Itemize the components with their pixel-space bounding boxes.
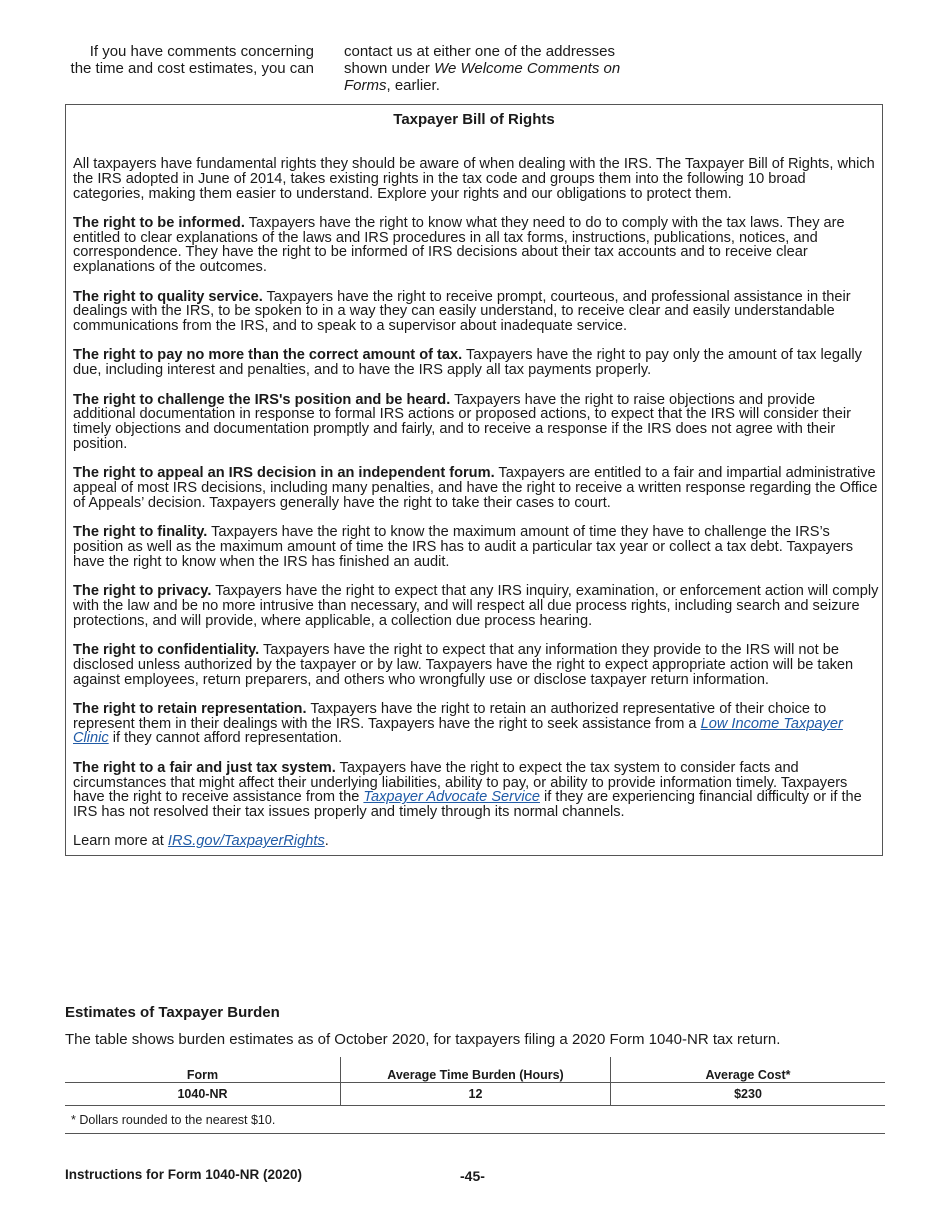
footer-form-title: Instructions for Form 1040-NR (2020) xyxy=(65,1167,303,1182)
right-text: Taxpayers are entitled to a fair and impartial administrative appeal of most IRS decisions, including many penalties, and have the right to receive a written response regarding the Office of Appeals’ decision. Taxpayers generally have the right to take their cases to court. xyxy=(73,465,878,511)
learn-more xyxy=(73,834,879,849)
right-quality-service xyxy=(73,290,879,334)
burden-text: The table shows burden estimates as of October 2020, for taxpayers filing a 2020 Form 1040-NR tax return. xyxy=(65,1031,781,1048)
right-heading: The right to finality. xyxy=(73,524,208,541)
intro-col-2 xyxy=(344,43,644,94)
table-header-row xyxy=(65,1057,885,1083)
table-cell-time: 12 xyxy=(341,1083,611,1106)
table-row xyxy=(65,1083,885,1106)
rights-body xyxy=(73,157,879,864)
right-informed xyxy=(73,216,879,275)
right-heading: The right to quality service. xyxy=(73,288,263,305)
right-text: Taxpayers have the right to raise objections and provide additional documentation in response to formal IRS actions or proposed actions, to expect that the IRS will consider their timely objections and documentation promptly and fairly, and to receive a response if the IRS does not agree with their position. xyxy=(73,391,851,452)
right-confidentiality xyxy=(73,643,879,687)
right-text-suffix: if they cannot afford representation. xyxy=(108,730,343,747)
right-heading: The right to appeal an IRS decision in an independent forum. xyxy=(73,465,495,482)
table-note: * Dollars rounded to the nearest $10. xyxy=(65,1106,885,1134)
right-representation xyxy=(73,702,879,746)
right-text: Taxpayers have the right to receive prompt, courteous, and professional assistance in their dealings with the IRS, to be spoken to in a way they can easily understand, to receive clear and easily understandable communications from the IRS, and to speak to a supervisor about inadequate service. xyxy=(73,288,851,335)
table-cell-cost: $230 xyxy=(611,1083,886,1106)
learn-more-prefix: Learn more at xyxy=(73,833,168,850)
rights-intro: All taxpayers have fundamental rights they should be aware of when dealing with the IRS. The Taxpayer Bill of Rights, which the IRS adopted in June of 2014, takes existing rights in the tax code and groups them into the following 10 broad categories, making them easier to understand. Explore your rights and our obligations to protect them. xyxy=(73,156,875,202)
right-fair-tax-system xyxy=(73,761,879,820)
right-text: Taxpayers have the right to pay only the amount of tax legally due, including interest and penalties, and to have the IRS apply all tax payments properly. xyxy=(73,347,862,379)
irs-taxpayer-rights-link[interactable]: IRS.gov/TaxpayerRights xyxy=(167,833,325,850)
right-text: Taxpayers have the right to expect that any information they provide to the IRS will not be disclosed unless authorized by the taxpayer or by law. Taxpayers have the right to expect appropriate action will be taken against employees, return preparers, and others who wrongfully use or disclose taxpayer return information. xyxy=(73,641,854,688)
right-heading: The right to confidentiality. xyxy=(73,641,260,658)
right-text-suffix: if they are experiencing financial difficulty or if the IRS has not resolved their tax issues properly and timely through its normal channels. xyxy=(73,789,862,821)
right-text: Taxpayers have the right to know what they need to do to comply with the tax laws. They are entitled to clear explanations of the laws and IRS procedures in all tax forms, instructions, publications, notices, and correspondence. They have the right to be informed of IRS decisions about their tax accounts and to receive clear explanations of the outcomes. xyxy=(73,214,845,276)
table-note-row xyxy=(65,1106,885,1134)
right-text: Taxpayers have the right to know the maximum amount of time they have to challenge the IRS’s position as well as the maximum amount of time the IRS has to audit a particular tax year or collect a tax debt. Taxpayers have the right to know when the IRS has finished an audit. xyxy=(73,524,854,570)
intro-col-2-italic: We Welcome Comments on Forms xyxy=(344,60,621,94)
taxpayer-advocate-service-link[interactable]: Taxpayer Advocate Service xyxy=(363,789,540,806)
right-heading: The right to challenge the IRS's position and be heard. xyxy=(73,391,451,408)
table-cell-form: 1040-NR xyxy=(65,1083,341,1106)
table-header-cost: Average Cost* xyxy=(611,1057,886,1083)
learn-more-suffix: . xyxy=(324,833,329,850)
right-pay-correct-amount xyxy=(73,348,879,378)
right-text: Taxpayers have the right to expect the tax system to consider facts and circumstances that might affect their underlying liabilities, ability to pay, or ability to provide information timely. Taxpayers have the right to receive assistance from the xyxy=(73,759,848,806)
right-text: Taxpayers have the right to retain an authorized representative of their choice to represent them in their dealings with the IRS. Taxpayers have the right to seek assistance from a xyxy=(73,700,827,732)
burden-title: Estimates of Taxpayer Burden xyxy=(65,1004,280,1021)
intro-col-2-prefix: contact us at either one of the addresses shown under xyxy=(344,43,616,77)
table-header-time: Average Time Burden (Hours) xyxy=(341,1057,611,1083)
right-heading: The right to pay no more than the correct amount of tax. xyxy=(73,347,463,364)
right-privacy xyxy=(73,584,879,628)
low-income-taxpayer-clinic-link[interactable]: Low Income Taxpayer Clinic xyxy=(73,715,843,747)
right-text: Taxpayers have the right to expect that any IRS inquiry, examination, or enforcement action will comply with the law and be no more intrusive than necessary, and will respect all due process rights, including search and seizure protections, and will provide, where applicable, a collection due process hearing. xyxy=(73,583,879,629)
table-header-form: Form xyxy=(65,1057,341,1083)
page-number: -45- xyxy=(460,1168,485,1184)
right-appeal xyxy=(73,466,879,510)
right-heading: The right to privacy. xyxy=(73,583,212,600)
burden-table xyxy=(65,1057,885,1134)
right-heading: The right to retain representation. xyxy=(73,700,307,717)
right-finality xyxy=(73,525,879,569)
taxpayer-bill-of-rights-box xyxy=(65,104,883,856)
rights-title: Taxpayer Bill of Rights xyxy=(393,111,555,128)
intro-col-1: If you have comments concerning the time and cost estimates, you can xyxy=(70,43,314,77)
right-challenge xyxy=(73,393,879,452)
intro-col-2-suffix: , earlier. xyxy=(386,77,440,94)
right-heading: The right to a fair and just tax system. xyxy=(73,759,336,776)
right-heading: The right to be informed. xyxy=(73,214,245,231)
